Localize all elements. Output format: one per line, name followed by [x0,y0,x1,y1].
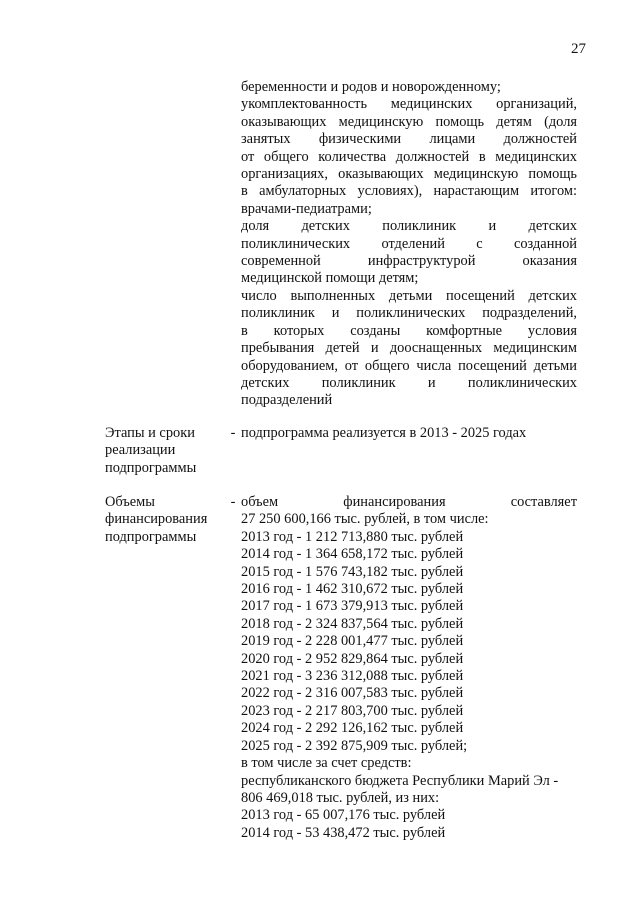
year-amount-line: 2017 год - 1 673 379,913 тыс. рублей [241,598,464,615]
volumes-first-line [241,494,577,511]
text-word: составляет [510,494,577,510]
year-amount-line: 2024 год - 2 292 126,162 тыс. рублей [241,720,464,737]
text-line: подразделений [241,392,333,409]
label-line: подпрограммы [105,459,197,476]
page-number: 27 [571,41,586,57]
text-line: в которых созданы комфортные условия [241,322,577,339]
text-line: укомплектованность медицинских организаций, [241,96,577,113]
label-line: финансирования [105,511,208,528]
stages-text: подпрограмма реализуется в 2013 - 2025 годах [241,425,527,441]
text-line: поликлиник и поликлинических подразделений, [241,305,577,322]
text-line: республиканского бюджета Республики Марий Эл - [241,772,559,789]
text-line: современной инфраструктурой оказания [241,253,577,270]
year-amount-line: 2014 год - 1 364 658,172 тыс. рублей [241,546,464,563]
text-line: беременности и родов и новорожденному; [241,79,501,95]
text-line: поликлинических отделений с созданной [241,235,577,252]
stages-label [105,425,225,477]
indicators-continuation [241,79,577,410]
text-line: 27 250 600,166 тыс. рублей, в том числе: [241,511,489,528]
year-amount-line: 2022 год - 2 316 007,583 тыс. рублей [241,685,464,702]
text-word: объем [241,494,279,510]
text-line: организациях, оказывающих медицинскую помощь [241,166,577,183]
text-line: оборудованием, от общего числа посещений детьми [241,357,577,374]
text-line: врачами-педиатрами; [241,200,372,217]
year-amount-line: 2023 год - 2 217 803,700 тыс. рублей [241,702,464,719]
year-amount-line: 2018 год - 2 324 837,564 тыс. рублей [241,615,464,632]
volumes-text [241,494,577,842]
year-amount-line: 2020 год - 2 952 829,864 тыс. рублей [241,650,464,667]
text-line: оказывающих медицинскую помощь детям (доля [241,113,577,130]
label-line: подпрограммы [105,528,197,545]
label-line: реализации [105,442,176,459]
text-line: в амбулаторных условиях), нарастающим итогом: [241,183,577,200]
text-line: 806 469,018 тыс. рублей, из них: [241,789,440,806]
year-amount-line: 2016 год - 1 462 310,672 тыс. рублей [241,581,464,598]
year-amount-line: 2015 год - 1 576 743,182 тыс. рублей [241,563,464,580]
dash-separator: - [230,425,236,441]
label-line: Объемы [105,494,155,510]
year-amount-line: 2025 год - 2 392 875,909 тыс. рублей; [241,737,468,754]
volumes-label [105,494,225,546]
year-amount-line: 2013 год - 1 212 713,880 тыс. рублей [241,528,464,545]
text-line: детских поликлиник и поликлинических [241,374,577,391]
dash-separator: - [230,494,236,510]
text-line: в том числе за счет средств: [241,755,412,772]
text-line: пребывания детей и дооснащенных медицинским [241,340,577,357]
year-amount-line: 2013 год - 65 007,176 тыс. рублей [241,807,446,824]
year-amount-line: 2019 год - 2 228 001,477 тыс. рублей [241,633,464,650]
year-amount-line: 2021 год - 3 236 312,088 тыс. рублей [241,668,464,685]
year-amount-line: 2014 год - 53 438,472 тыс. рублей [241,824,446,841]
text-line: медицинской помощи детям; [241,270,419,287]
text-word: финансирования [343,494,446,510]
text-line: доля детских поликлиник и детских [241,218,577,235]
text-line: от общего количества должностей в медицинских [241,148,577,165]
text-line: число выполненных детьми посещений детских [241,287,577,304]
label-line: Этапы и сроки [105,425,195,441]
text-line: занятых физическими лицами должностей [241,131,577,148]
